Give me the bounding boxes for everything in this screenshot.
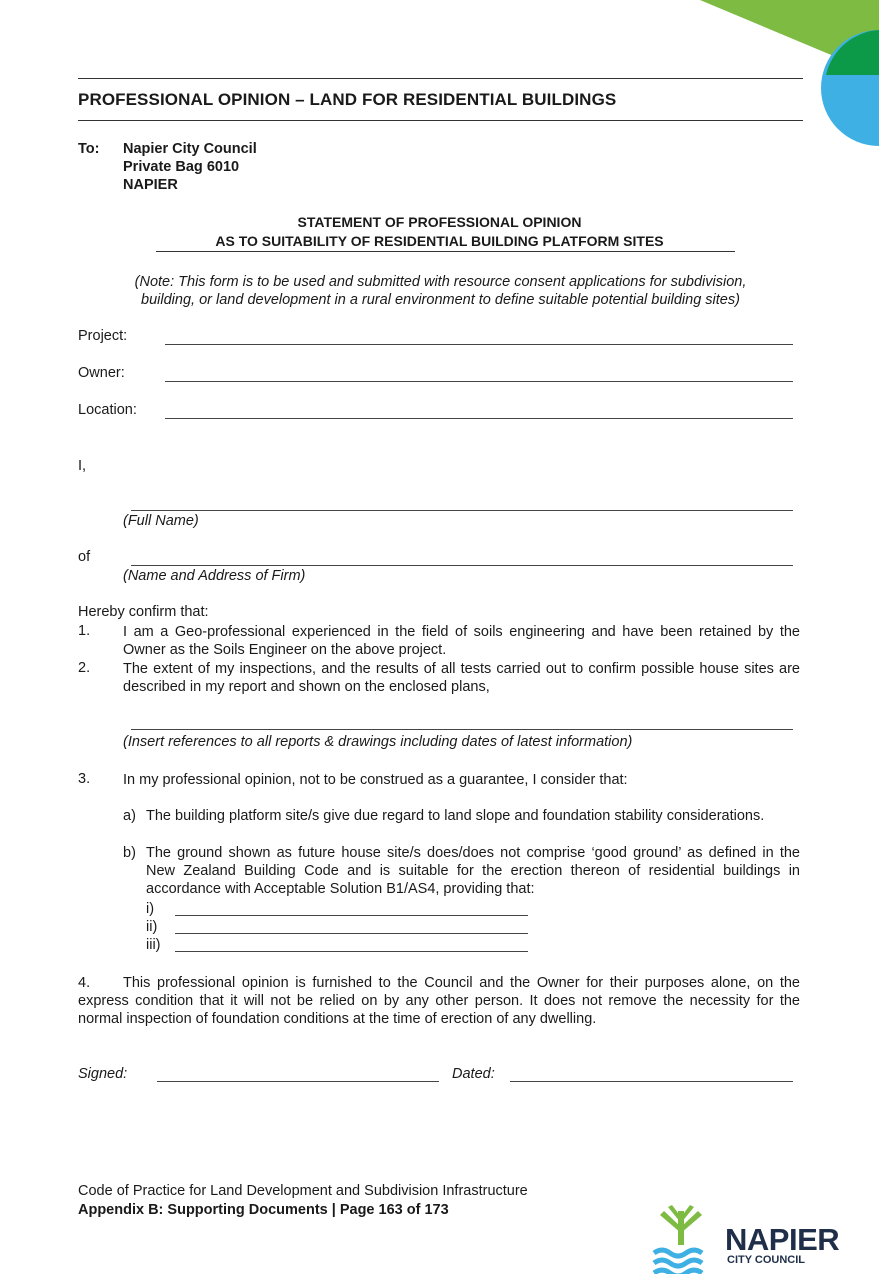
- logo-wordmark: NAPIER: [725, 1222, 840, 1257]
- title-rule: [78, 120, 803, 121]
- dated-label: Dated:: [452, 1066, 495, 1082]
- footer-document-title: Code of Practice for Land Development and Subdivision Infrastructure: [78, 1183, 528, 1199]
- full-name-field[interactable]: [131, 510, 793, 511]
- address-line: Napier City Council: [123, 141, 257, 157]
- location-label: Location:: [78, 402, 137, 418]
- signed-label: Signed:: [78, 1066, 128, 1082]
- references-field[interactable]: [131, 729, 793, 730]
- sub-item-label: b): [123, 845, 136, 861]
- item-4-paragraph: [78, 974, 800, 1028]
- condition-field[interactable]: [175, 933, 528, 934]
- roman-label: i): [146, 901, 155, 917]
- references-caption: (Insert references to all reports & drawings including dates of latest information): [123, 734, 633, 750]
- full-name-caption: (Full Name): [123, 513, 199, 529]
- owner-label: Owner:: [78, 365, 125, 381]
- signature-field[interactable]: [157, 1081, 439, 1082]
- address-line: NAPIER: [123, 177, 178, 193]
- item-4-text: This professional opinion is furnished to the Council and the Owner for their purposes alone, on the express condition that it will not be relied on by any other person. It does not remove the necessity for the normal inspection of foundation conditions at the time of erection of any dwelling.: [78, 975, 800, 1027]
- i-label: I,: [78, 458, 87, 474]
- confirm-text: Hereby confirm that:: [78, 604, 209, 620]
- statement-heading: STATEMENT OF PROFESSIONAL OPINION: [297, 214, 582, 230]
- logo-subtitle: CITY COUNCIL: [727, 1254, 806, 1266]
- item-number: 4.: [78, 975, 91, 991]
- corner-decoration: [0, 0, 879, 160]
- item-number: 3.: [78, 771, 91, 787]
- project-label: Project:: [78, 328, 128, 344]
- top-rule: [78, 78, 803, 79]
- of-label: of: [78, 549, 91, 565]
- roman-label: ii): [146, 919, 158, 935]
- firm-caption: (Name and Address of Firm): [123, 568, 306, 584]
- form-note: [78, 273, 803, 309]
- sub-item-a-text: The building platform site/s give due regard to land slope and foundation stability considerations.: [146, 808, 765, 824]
- note-line: (Note: This form is to be used and submitted with resource consent applications for subdivision,: [134, 274, 747, 290]
- page-title: PROFESSIONAL OPINION – LAND FOR RESIDENTIAL BUILDINGS: [78, 90, 617, 109]
- item-3-text: In my professional opinion, not to be construed as a guarantee, I consider that:: [123, 772, 628, 788]
- item-1-text: I am a Geo-professional experienced in the field of soils engineering and have been retained by the Owner as the Soils Engineer on the above project.: [123, 624, 800, 658]
- sub-item-label: a): [123, 808, 136, 824]
- statement-underline: [156, 251, 735, 252]
- statement-heading: AS TO SUITABILITY OF RESIDENTIAL BUILDING PLATFORM SITES: [215, 233, 664, 249]
- date-field[interactable]: [510, 1081, 793, 1082]
- address-line: Private Bag 6010: [123, 159, 240, 175]
- note-line: building, or land development in a rural environment to define suitable potential building sites): [141, 292, 740, 308]
- footer-page-info: Appendix B: Supporting Documents | Page 163 of 173: [78, 1202, 449, 1218]
- to-label: To:: [78, 141, 100, 157]
- condition-field[interactable]: [175, 951, 528, 952]
- item-2-text: The extent of my inspections, and the results of all tests carried out to confirm possible house sites are described in my report and shown on the enclosed plans,: [123, 661, 800, 695]
- roman-label: iii): [146, 937, 161, 953]
- location-field[interactable]: [165, 418, 793, 419]
- owner-field[interactable]: [165, 381, 793, 382]
- item-number: 2.: [78, 660, 91, 676]
- firm-field[interactable]: [131, 565, 793, 566]
- condition-field[interactable]: [175, 915, 528, 916]
- sub-item-b-text: The ground shown as future house site/s does/does not comprise ‘good ground’ as defined in the New Zealand Building Code and is suitable for the erection thereon of residential buildings in accordance with Acceptable Solution B1/AS4, providing that:: [146, 845, 800, 897]
- item-number: 1.: [78, 623, 91, 639]
- project-field[interactable]: [165, 344, 793, 345]
